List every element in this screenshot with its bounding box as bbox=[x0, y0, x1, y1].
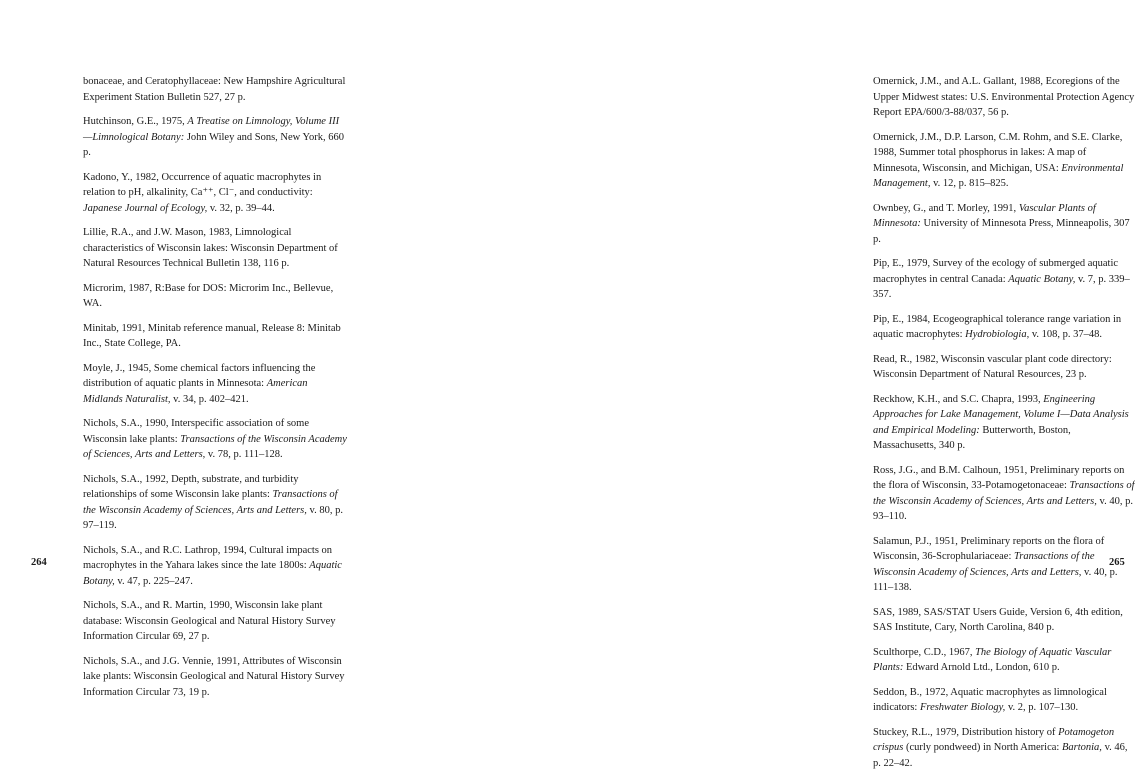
page-number-right: 265 bbox=[1109, 557, 1125, 568]
reference-entry bbox=[83, 321, 348, 352]
right-page bbox=[388, 0, 1135, 769]
reference-text-segment: Edward Arnold Ltd., London, 610 p. bbox=[903, 662, 1060, 673]
reference-text-segment: v. 32, p. 39–44. bbox=[207, 202, 275, 214]
reference-entry bbox=[83, 654, 348, 701]
reference-entry bbox=[873, 534, 1135, 596]
reference-italic-segment: Vascular Plants of Minnesota: bbox=[873, 202, 1096, 229]
reference-text-segment: John Wiley and Sons, New York, 660 p. bbox=[83, 131, 345, 158]
reference-italic-segment: American Midlands Naturalist, bbox=[83, 378, 308, 405]
reference-text-segment: Moyle, J., 1945, Some chemical factors influencing the distribution of aquatic plants in Minnesota: bbox=[83, 362, 316, 389]
reference-text-segment: Seddon, B., 1972, Aquatic macrophytes as limnological indicators: bbox=[873, 686, 1107, 713]
reference-entry bbox=[873, 645, 1135, 676]
reference-entry bbox=[873, 256, 1135, 303]
reference-entry bbox=[83, 170, 348, 217]
reference-entry bbox=[873, 130, 1135, 192]
reference-entry bbox=[873, 725, 1135, 772]
reference-text-segment: Pip, E., 1979, Survey of the ecology of submerged aquatic macrophytes in central Canada: bbox=[873, 258, 1119, 285]
reference-entry bbox=[873, 74, 1135, 121]
reference-text-segment: Pip, E., 1984, Ecogeographical tolerance range variation in aquatic macrophytes: bbox=[873, 313, 1122, 340]
reference-text-segment: v. 34, p. 402–421. bbox=[170, 393, 249, 405]
reference-italic-segment: Hydrobiologia, bbox=[965, 329, 1030, 340]
reference-text-segment: Omernick, J.M., D.P. Larson, C.M. Rohm, and S.E. Clarke, 1988, Summer total phosphorus in lakes: A map of Minnesota, Wisconsin, and Michigan, USA: bbox=[873, 131, 1123, 174]
reference-text-segment: v. 78, p. 111–128. bbox=[205, 449, 283, 460]
reference-text-segment: v. 40, p. 93–110. bbox=[873, 495, 1133, 522]
reference-entry bbox=[873, 312, 1135, 343]
reference-text-segment: Microrim, 1987, R:Base for DOS: Microrim Inc., Bellevue, WA. bbox=[83, 282, 334, 309]
reference-text-segment: Lillie, R.A., and J.W. Mason, 1983, Limnological characteristics of Wisconsin lakes: Wisconsin Department of Natural Resources Technical Bulletin 138, 116 p. bbox=[83, 227, 338, 269]
reference-text-segment: Salamun, P.J., 1951, Preliminary reports on the flora of Wisconsin, 36-Scrophulariaceae: bbox=[873, 535, 1105, 562]
left-page bbox=[0, 0, 388, 698]
reference-text-segment: v. 40, p. 111–138. bbox=[873, 566, 1118, 593]
reference-text-segment: v. 80, p. 97–119. bbox=[83, 504, 343, 531]
reference-text-segment: Kadono, Y., 1982, Occurrence of aquatic macrophytes in relation to pH, alkalinity, Ca⁺⁺, Cl⁻, and conductivity: bbox=[83, 171, 322, 198]
reference-text-segment: University of Minnesota Press, Minneapolis, 307 p. bbox=[873, 218, 1130, 245]
reference-italic-segment: Transactions of the Wisconsin Academy of Sciences, Arts and Letters, bbox=[873, 551, 1095, 578]
reference-text-segment: v. 47, p. 225–247. bbox=[114, 575, 193, 587]
reference-italic-segment: Potamogeton crispus bbox=[873, 726, 1115, 753]
reference-text-segment: bonaceae, and Ceratophyllaceae: New Hampshire Agricultural Experiment Station Bulletin 527, 27 p. bbox=[83, 76, 346, 103]
reference-entry bbox=[873, 605, 1135, 636]
reference-entry bbox=[83, 361, 348, 408]
reference-text-segment: Nichols, S.A., 1990, Interspecific association of some Wisconsin lake plants: bbox=[83, 418, 309, 445]
reference-entry bbox=[83, 416, 348, 463]
reference-text-segment: Nichols, S.A., 1992, Depth, substrate, and turbidity relationships of some Wisconsin lake plants: bbox=[83, 473, 299, 500]
reference-text-segment: Omernick, J.M., and A.L. Gallant, 1988, Ecoregions of the Upper Midwest states: U.S. Environmental Protection Agency Report EPA/600/3-88/037, 56 p. bbox=[873, 76, 1135, 118]
reference-italic-segment: Bartonia, bbox=[1061, 742, 1102, 753]
reference-list-right bbox=[873, 74, 1135, 780]
reference-text-segment: Read, R., 1982, Wisconsin vascular plant code directory: Wisconsin Department of Natural Resources, 23 p. bbox=[873, 353, 1112, 380]
reference-text-segment: v. 12, p. 815–825. bbox=[930, 178, 1009, 189]
reference-entry bbox=[83, 281, 348, 312]
reference-italic-segment: The Biology of Aquatic Vascular Plants: bbox=[873, 646, 1112, 673]
reference-italic-segment: Transactions of the Wisconsin Academy of Sciences, Arts and Letters, bbox=[873, 480, 1135, 507]
reference-text-segment: Sculthorpe, C.D., 1967, bbox=[873, 646, 976, 658]
reference-text-segment: SAS, 1989, SAS/STAT Users Guide, Version 6, 4th edition, SAS Institute, Cary, North Carolina, 840 p. bbox=[873, 606, 1123, 633]
reference-text-segment: v. 108, p. 37–48. bbox=[1029, 329, 1103, 340]
reference-entry bbox=[83, 74, 348, 105]
reference-text-segment: Nichols, S.A., and J.G. Vennie, 1991, Attributes of Wisconsin lake plants: Wisconsin Geological and Natural History Survey Information Circular 73, 19 p. bbox=[83, 655, 345, 698]
reference-entry bbox=[83, 472, 348, 534]
reference-italic-segment: Engineering Approaches for Lake Management, Volume I—Data Analysis and Empirical Modeling: bbox=[873, 393, 1129, 436]
reference-entry bbox=[873, 201, 1135, 248]
reference-entry bbox=[83, 543, 348, 590]
reference-text-segment: v. 7, p. 339–357. bbox=[873, 273, 1130, 300]
reference-text-segment: v. 46, p. 22–42. bbox=[873, 742, 1128, 769]
reference-text-segment: Ross, J.G., and B.M. Calhoun, 1951, Preliminary reports on the flora of Wisconsin, 33-Potamogetonaceae: bbox=[873, 464, 1125, 491]
reference-text-segment: Ownbey, G., and T. Morley, 1991, bbox=[873, 202, 1019, 214]
reference-entry bbox=[873, 352, 1135, 383]
reference-text-segment: Minitab, 1991, Minitab reference manual, Release 8: Minitab Inc., State College, PA. bbox=[83, 322, 341, 349]
reference-italic-segment: Transactions of the Wisconsin Academy of Sciences, Arts and Letters, bbox=[83, 489, 338, 516]
reference-text-segment: Nichols, S.A., and R. Martin, 1990, Wisconsin lake plant database: Wisconsin Geological and Natural History Survey Information Circular 69, 27 p. bbox=[83, 600, 336, 642]
reference-text-segment: Reckhow, K.H., and S.C. Chapra, 1993, bbox=[873, 393, 1044, 405]
reference-text-segment: Stuckey, R.L., 1979, Distribution history of bbox=[873, 726, 1059, 738]
reference-text-segment: (curly pondweed) in North America: bbox=[903, 742, 1062, 753]
reference-list-left bbox=[83, 74, 348, 709]
reference-italic-segment: Transactions of the Wisconsin Academy of Sciences, Arts and Letters, bbox=[83, 433, 347, 460]
reference-text-segment: Nichols, S.A., and R.C. Lathrop, 1994, Cultural impacts on macrophytes in the Yahara lakes since the late 1800s: bbox=[83, 544, 333, 571]
reference-italic-segment: Aquatic Botany, bbox=[1008, 273, 1076, 285]
reference-italic-segment: Japanese Journal of Ecology, bbox=[83, 202, 208, 214]
reference-text-segment: v. 2, p. 107–130. bbox=[1005, 702, 1079, 713]
reference-entry bbox=[873, 392, 1135, 454]
reference-italic-segment: Environmental Management, bbox=[873, 162, 1124, 189]
reference-entry bbox=[83, 114, 348, 161]
reference-entry bbox=[873, 685, 1135, 716]
reference-entry bbox=[83, 598, 348, 645]
reference-entry bbox=[873, 463, 1135, 525]
reference-italic-segment: A Treatise on Limnology, Volume III—Limnological Botany: bbox=[83, 116, 340, 143]
reference-italic-segment: Freshwater Biology, bbox=[919, 702, 1006, 713]
page-number-left: 264 bbox=[31, 557, 47, 568]
reference-text-segment: Hutchinson, G.E., 1975, bbox=[83, 116, 188, 127]
reference-entry bbox=[83, 225, 348, 272]
reference-italic-segment: Aquatic Botany, bbox=[83, 560, 342, 587]
reference-text-segment: Butterworth, Boston, Massachusetts, 340 p. bbox=[873, 424, 1071, 451]
